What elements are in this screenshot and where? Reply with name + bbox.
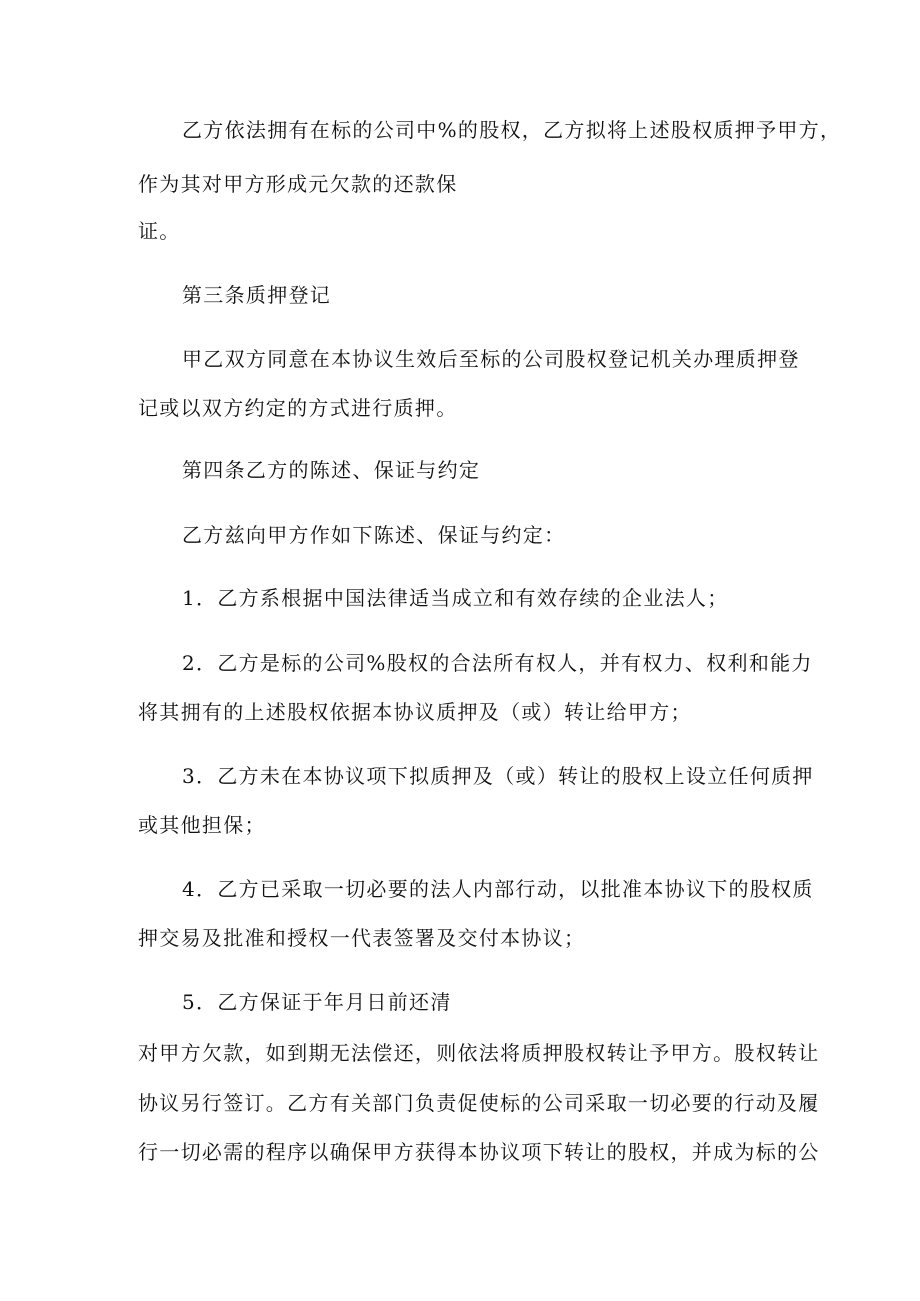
item-1: 1．乙方系根据中国法律适当成立和有效存续的企业法人； (182, 586, 729, 610)
item-5-line-3: 协议另行签订。乙方有关部门负责促使标的公司采取一切必要的行动及履 (138, 1091, 820, 1115)
article-3-body-line-1: 甲乙双方同意在本协议生效后至标的公司股权登记机关办理质押登 (182, 347, 800, 371)
item-3-line-1: 3．乙方未在本协议项下拟质押及（或）转让的股权上设立任何质押 (182, 764, 814, 788)
paragraph-pledge-purpose-line-2: 作为其对甲方形成元欠款的还款保 (138, 172, 458, 196)
item-4-line-2: 押交易及批准和授权一代表签署及交付本协议； (138, 926, 586, 950)
item-5-line-4: 行一切必需的程序以确保甲方获得本协议项下转让的股权，并成为标的公 (138, 1140, 820, 1164)
article-4-intro: 乙方兹向甲方作如下陈述、保证与约定： (182, 523, 566, 547)
article-3-body-line-2: 记或以双方约定的方式进行质押。 (138, 396, 458, 420)
article-3-heading: 第三条质押登记 (182, 283, 332, 307)
item-2-line-2: 将其拥有的上述股权依据本协议质押及（或）转让给甲方； (138, 700, 692, 724)
item-3-line-2: 或其他担保； (138, 813, 266, 837)
item-2-line-1: 2．乙方是标的公司%股权的合法所有权人，并有权力、权利和能力 (182, 651, 813, 675)
paragraph-pledge-purpose-line-3: 证。 (138, 219, 181, 243)
item-5-line-1: 5．乙方保证于年月日前还清 (182, 990, 452, 1014)
article-4-heading: 第四条乙方的陈述、保证与约定 (182, 458, 481, 482)
paragraph-pledge-purpose-line-1: 乙方依法拥有在标的公司中%的股权，乙方拟将上述股权质押予甲方， (182, 118, 842, 142)
item-5-line-2: 对甲方欠款，如到期无法偿还，则依法将质押股权转让予甲方。股权转让 (138, 1041, 820, 1065)
item-4-line-1: 4．乙方已采取一切必要的法人内部行动，以批准本协议下的股权质 (182, 877, 814, 901)
